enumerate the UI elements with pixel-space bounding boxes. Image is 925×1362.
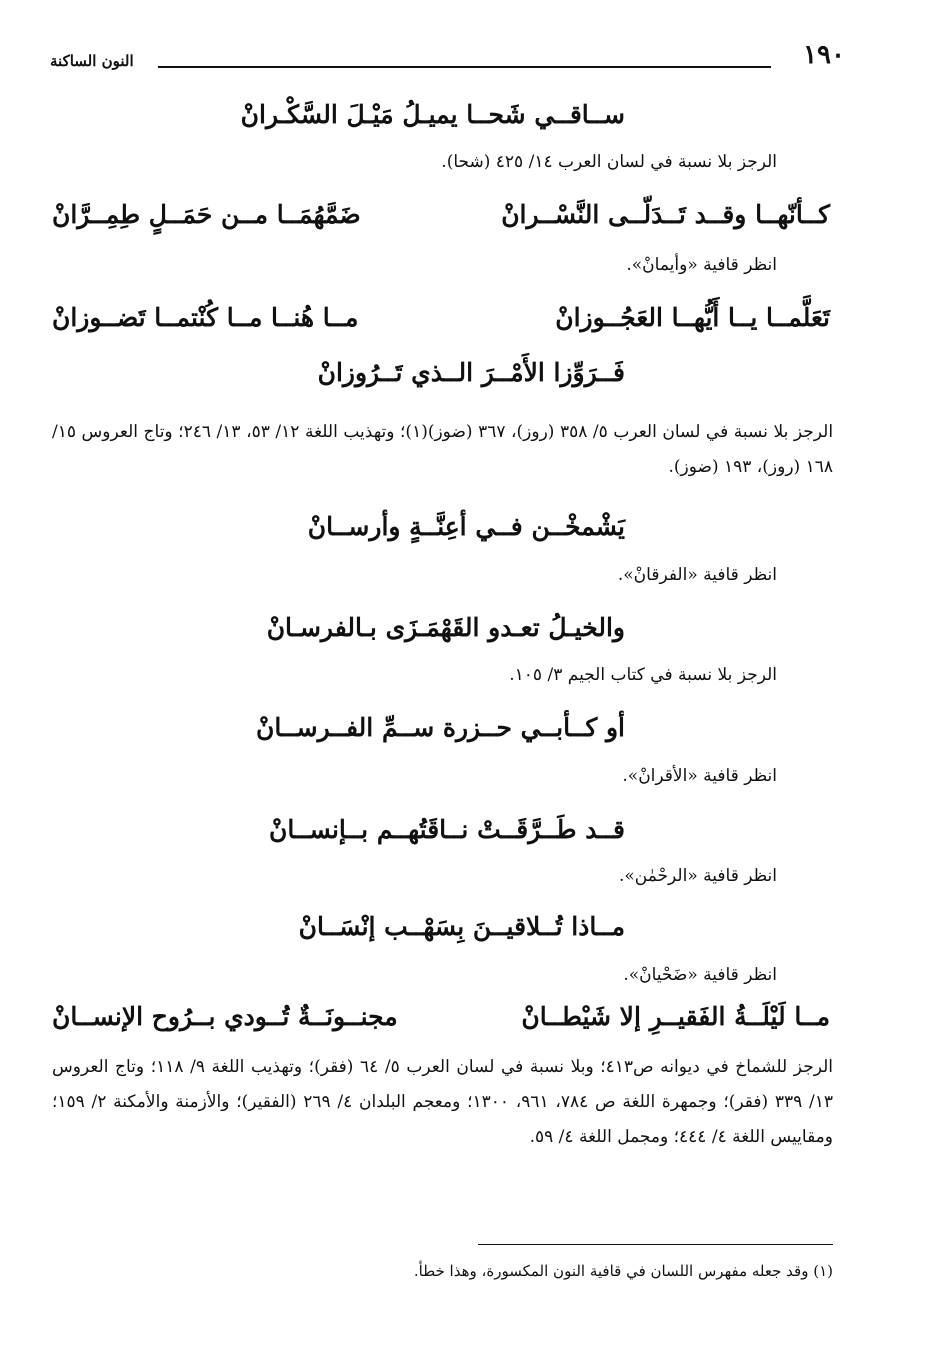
source-paragraph: الرجز بلا نسبة في لسان العرب ٥/ ٣٥٨ (روز)، ٣٦٧ (ضوز)(١)؛ وتهذيب اللغة ١٢/ ٥٣، ١٣/ ٢٤٦؛ وتاج العروس ١٥/ ١٦٨ (روز)، ١٩٣ (ضوز). [52,422,834,477]
verse-line: مــاذا تُــلاقيــنَ بِسَهْــب إنْسَــانْ [298,912,625,941]
verse-hemistich-first: مــا لَيْلَــةُ الفَقيــرِ إلا شَيْطــانْ [521,1002,830,1031]
footnote-rule [478,1244,833,1245]
verse-hemistich-first: كــأنّهــا وقــد تَــدَلّــى النَّسْــرانْ [501,200,830,229]
verse-line: والخيـلُ تعـدو القَهْمَـزَى بـالفرسـانْ [266,613,625,642]
cross-reference-note: انظر قافية «وأيمانْ». [626,255,777,275]
page-number: ١٩٠ [803,40,845,70]
running-title: النون الساكنة [50,52,134,70]
verse-hemistich-second: مــا هُنــا مــا كُنْتمــا تَضــوزانْ [52,303,359,332]
verse-line: فَــرَوِّزا الأَمْــرَ الــذي تَــرُوزانْ [317,358,625,387]
page-header [50,40,845,80]
verse-line: ســاقــي شَحــا يميـلُ مَيْـلَ السَّكْـرانْ [240,100,625,129]
footnote: (١) وقد جعله مفهرس اللسان في قافية النون المكسورة، وهذا خطأ. [413,1262,833,1280]
source-note: الرجز بلا نسبة في كتاب الجيم ٣/ ١٠٥. [509,665,777,685]
cross-reference-note: انظر قافية «الرحْمٰن». [618,866,777,886]
verse-line: أو كــأبــي حــزرة ســمِّ الفــرســانْ [256,713,625,742]
source-paragraph: الرجز للشماخ في ديوانه ص٤١٣؛ وبلا نسبة في لسان العرب ٥/ ٦٤ (فقر)؛ وتهذيب اللغة ٩/ ١١٨؛ وتاج العروس ١٣/ ٣٣٩ (فقر)؛ وجمهرة اللغة ص ٧٨٤، ٩٦١، ١٣٠٠؛ ومعجم البلدان ٤/ ٢٦٩ (الفقير)؛ والأزمنة والأمكنة ٢/ ١٥٩؛ ومقاييس اللغة ٤/ ٤٤٤؛ ومجمل اللغة ٤/ ٥٩. [52,1057,833,1147]
header-rule [158,66,771,68]
verse-line: يَشْمخْــن فــي أعِنَّــةٍ وأرســانْ [307,512,625,541]
cross-reference-note: انظر قافية «الأقرانْ». [622,766,777,786]
verse-hemistich-first: تَعَلَّمــا يــا أَيُّهــا العَجُــوزانْ [555,303,830,332]
verse-hemistich-second: ضَمَّهُمَــا مــن حَمَــلٍ طِمِــرَّانْ [52,200,361,229]
verse-line: قــد طَــرَّقَــتْ نــاقَتُهــم بــإنســانْ [269,815,625,844]
cross-reference-note: انظر قافية «الفرقانْ». [617,565,777,585]
source-note: الرجز بلا نسبة في لسان العرب ١٤/ ٤٢٥ (شحا). [441,152,777,172]
verse-hemistich-second: مجنــونَــةٌ تُــودي بــرُوح الإنســانْ [52,1002,398,1031]
cross-reference-note: انظر قافية «ضَحْيانْ». [623,965,777,985]
